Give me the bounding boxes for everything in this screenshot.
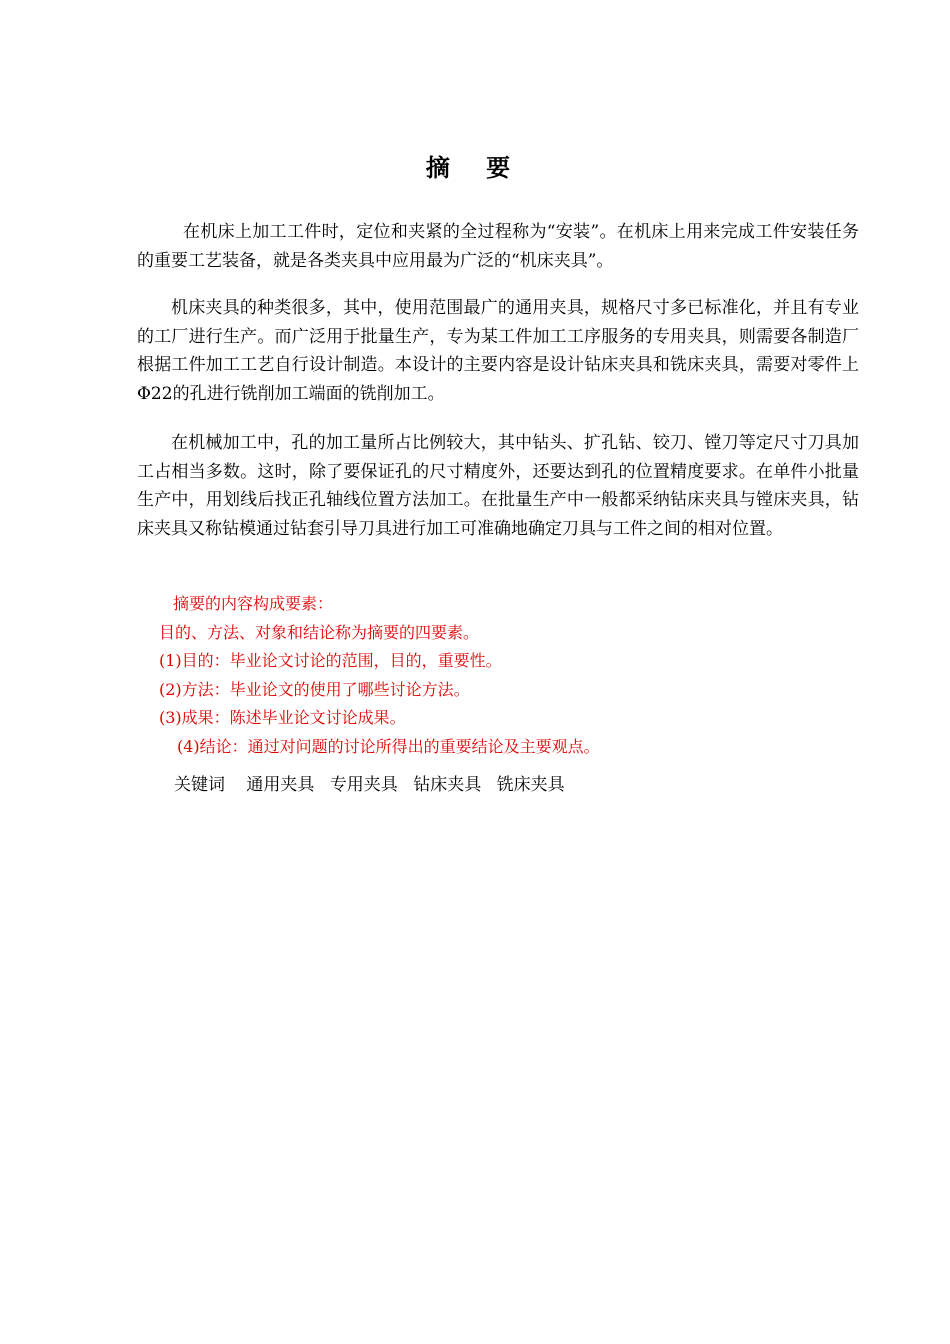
note-heading: 摘要的内容构成要素：: [173, 594, 334, 613]
abstract-paragraph-1: 在机床上加工工件时，定位和夹紧的全过程称为“安装”。在机床上用来完成工件安装任务的重要工艺装备，就是各类夹具中应用最为广泛的“机床夹具”。: [137, 222, 859, 271]
note-line: 目的、方法、对象和结论称为摘要的四要素。: [159, 622, 480, 642]
note-line: (4)结论：通过对问题的讨论所得出的重要结论及主要观点。: [177, 736, 600, 756]
keyword: 铣床夹具: [496, 775, 565, 795]
note-line: (2)方法：毕业论文的使用了哪些讨论方法。: [159, 679, 470, 699]
keyword: 专用夹具: [329, 775, 398, 795]
abstract-elements-note: [137, 590, 859, 761]
note-line: (3)成果：陈述毕业论文讨论成果。: [159, 708, 406, 727]
abstract-paragraph-3: 在机械加工中，孔的加工量所占比例较大，其中钻头、扩孔钻、铰刀、镗刀等定尺寸刀具加工占相当多数。这时，除了要保证孔的尺寸精度外，还要达到孔的位置精度要求。在单件小批量生产中，用划线后找正孔轴线位置方法加工。在批量生产中一般都采纳钻床夹具与镗床夹具，钻床夹具又称钻模通过钻套引导刀具进行加工可准确地确定刀具与工件之间的相对位置。: [137, 433, 859, 539]
abstract-paragraph-2: 机床夹具的种类很多，其中，使用范围最广的通用夹具，规格尺寸多已标准化，并且有专业的工厂进行生产。而广泛用于批量生产，专为某工件加工工序服务的专用夹具，则需要各制造厂根据工件加工工艺自行设计制造。本设计的主要内容是设计钻床夹具和铣床夹具，需要对零件上Φ22的孔进行铣削加工端面的铣削加工。: [137, 298, 859, 404]
keywords-line: [174, 771, 575, 799]
keyword: 钻床夹具: [413, 775, 482, 795]
page-title: 摘 要: [425, 153, 525, 182]
keyword: 通用夹具: [246, 775, 315, 795]
keywords-label: 关键词: [174, 775, 225, 795]
note-line: (1)目的：毕业论文讨论的范围，目的，重要性。: [159, 651, 502, 670]
